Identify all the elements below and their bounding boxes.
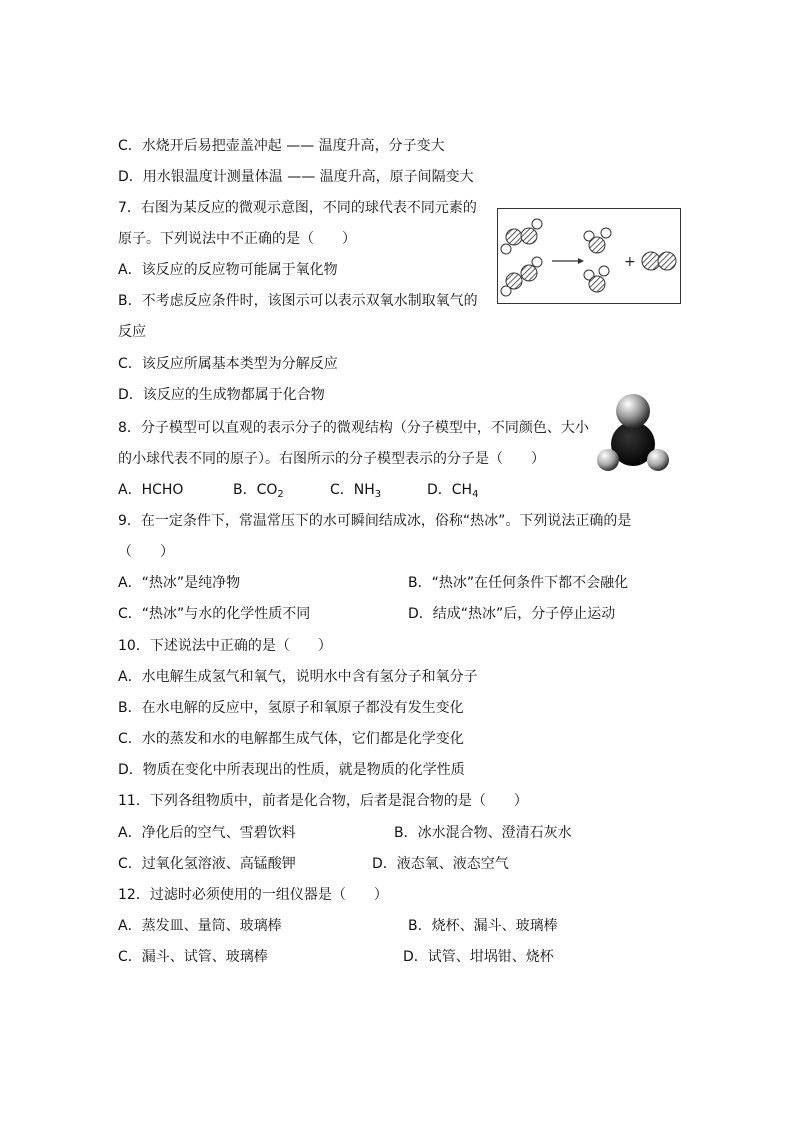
q8-option-d: D．$CH_4$ — [427, 482, 479, 500]
plus-sign: + — [624, 254, 636, 270]
q6-option-c: C．水烧开后易把壶盖冲起 —— 温度升高，分子变大 — [118, 138, 445, 154]
q10-option-c: C．水的蒸发和水的电解都生成气体，它们都是化学变化 — [118, 731, 464, 747]
q11-option-c: C．过氧化氢溶液、高锰酸钾 — [118, 856, 296, 872]
molecule-model-svg — [596, 392, 670, 474]
q11-stem: 11．下列各组物质中，前者是化合物，后者是混合物的是（ ） — [118, 793, 528, 809]
q11-option-a: A．净化后的空气、雪碧饮料 — [118, 825, 296, 841]
q7-stem-line2: 原子。下列说法中不正确的是（ ） — [118, 231, 356, 247]
q9-option-a: A．“热冰”是纯净物 — [118, 575, 241, 591]
q9-option-b: B．“热冰”在任何条件下都不会融化 — [408, 575, 629, 591]
q8-stem-line1: 8．分子模型可以直观的表示分子的微观结构（分子模型中，不同颜色、大小 — [118, 420, 589, 436]
reactant-molecule-1 — [501, 219, 542, 254]
q8-stem-line2: 的小球代表不同的原子）。右图所示的分子模型表示的分子是（ ） — [118, 451, 545, 467]
reaction-diagram-figure — [497, 208, 681, 304]
reaction-arrow — [552, 258, 584, 264]
q9-option-d: D．结成“热冰”后，分子停止运动 — [408, 606, 616, 622]
q12-option-b: B．烧杯、漏斗、玻璃棒 — [408, 918, 558, 934]
q7-option-a: A．该反应的反应物可能属于氧化物 — [118, 262, 338, 278]
q9-option-c: C．“热冰”与水的化学性质不同 — [118, 606, 311, 622]
q10-stem: 10．下述说法中正确的是（ ） — [118, 638, 332, 654]
q8-option-b: B．$CO_2$ — [233, 482, 284, 500]
q12-option-a: A．蒸发皿、量筒、玻璃棒 — [118, 918, 282, 934]
q10-option-d: D．物质在变化中所表现出的性质，就是物质的化学性质 — [118, 762, 465, 778]
q12-option-d: D．试管、坩埚钳、烧杯 — [403, 949, 554, 965]
q7-option-b-line1: B．不考虑反应条件时，该图示可以表示双氧水制取氧气的 — [118, 293, 478, 309]
q11-option-b: B．冰水混合物、澄清石灰水 — [394, 825, 572, 841]
reaction-diagram-svg — [498, 209, 682, 305]
q7-option-d: D．该反应的生成物都属于化合物 — [118, 387, 325, 403]
q6-option-d: D．用水银温度计测量体温 —— 温度升高，原子间隔变大 — [118, 169, 474, 185]
q9-stem-line2: （ ） — [118, 544, 174, 560]
product-molecule-1 — [584, 228, 611, 253]
product-molecule-3 — [642, 252, 676, 270]
q10-option-a: A．水电解生成氢气和氧气，说明水中含有氢分子和氧分子 — [118, 669, 478, 685]
q9-stem-line1: 9．在一定条件下，常温常压下的水可瞬间结成冰，俗称“热冰”。下列说法正确的是 — [118, 513, 632, 529]
q8-option-c: C．$NH_3$ — [330, 482, 382, 500]
q7-option-c: C．该反应所属基本类型为分解反应 — [118, 356, 338, 372]
q10-option-b: B．在水电解的反应中，氢原子和氧原子都没有发生变化 — [118, 700, 464, 716]
q7-stem-line1: 7．右图为某反应的微观示意图，不同的球代表不同元素的 — [118, 200, 477, 216]
q11-option-d: D．液态氧、液态空气 — [372, 856, 509, 872]
molecule-model-figure — [596, 392, 670, 474]
reactant-molecule-2 — [501, 257, 542, 296]
q12-option-c: C．漏斗、试管、玻璃棒 — [118, 949, 268, 965]
q8-option-a: A．HCHO — [118, 482, 184, 498]
q12-stem: 12．过滤时必须使用的一组仪器是（ ） — [118, 887, 388, 903]
q7-option-b-line2: 反应 — [118, 324, 146, 340]
product-molecule-2 — [584, 266, 609, 292]
